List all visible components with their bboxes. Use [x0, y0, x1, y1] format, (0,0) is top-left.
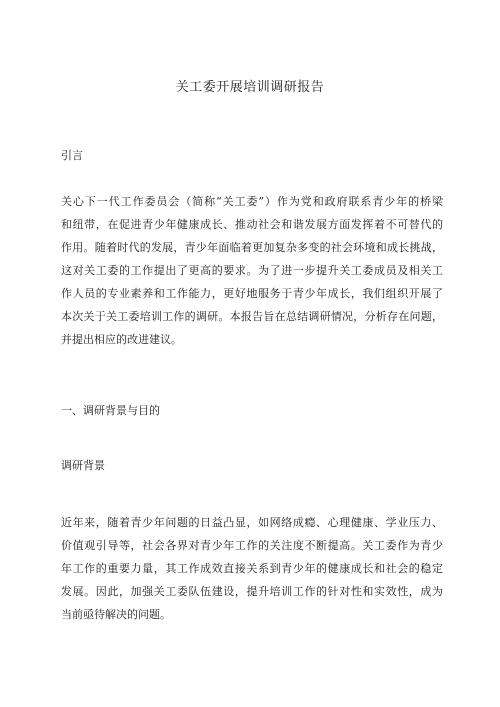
- paragraph-line: 价值观引导等，社会各界对青少年工作的关注度不断提高。关工委作为青少: [61, 539, 443, 552]
- paragraph-line: 作用。随着时代的发展，青少年面临着更加复杂多变的社会环境和成长挑战，: [61, 241, 443, 254]
- paragraph-line: 当前亟待解决的问题。: [61, 608, 171, 621]
- paragraph-line: 这对关工委的工作提出了更高的要求。为了进一步提升关工委成员及相关工: [61, 264, 443, 277]
- paragraph-line: 发展。因此，加强关工委队伍建设，提升培训工作的针对性和实效性，成为: [61, 585, 443, 598]
- paragraph-line: 并提出相应的改进建议。: [61, 333, 182, 346]
- section-heading: 一、调研背景与目的: [61, 404, 160, 417]
- paragraph-line: 本次关于关工委培训工作的调研。本报告旨在总结调研情况，分析存在问题，: [61, 310, 443, 323]
- paragraph-line: 和纽带，在促进青少年健康成长、推动社会和谐发展方面发挥着不可替代的: [61, 218, 443, 231]
- intro-paragraph: [61, 190, 443, 351]
- intro-heading: 引言: [61, 149, 83, 162]
- background-paragraph: [61, 511, 443, 626]
- paragraph-line: 近年来，随着青少年问题的日益凸显，如网络成瘾、心理健康、学业压力、: [61, 516, 443, 529]
- paragraph-line: 关心下一代工作委员会（简称“关工委”）作为党和政府联系青少年的桥梁: [61, 195, 443, 208]
- paragraph-line: 年工作的重要力量，其工作成效直接关系到青少年的健康成长和社会的稳定: [61, 562, 443, 575]
- subsection-heading: 调研背景: [61, 459, 105, 472]
- document-title: 关工委开展培训调研报告: [175, 80, 325, 95]
- paragraph-line: 作人员的专业素养和工作能力，更好地服务于青少年成长，我们组织开展了: [61, 287, 443, 300]
